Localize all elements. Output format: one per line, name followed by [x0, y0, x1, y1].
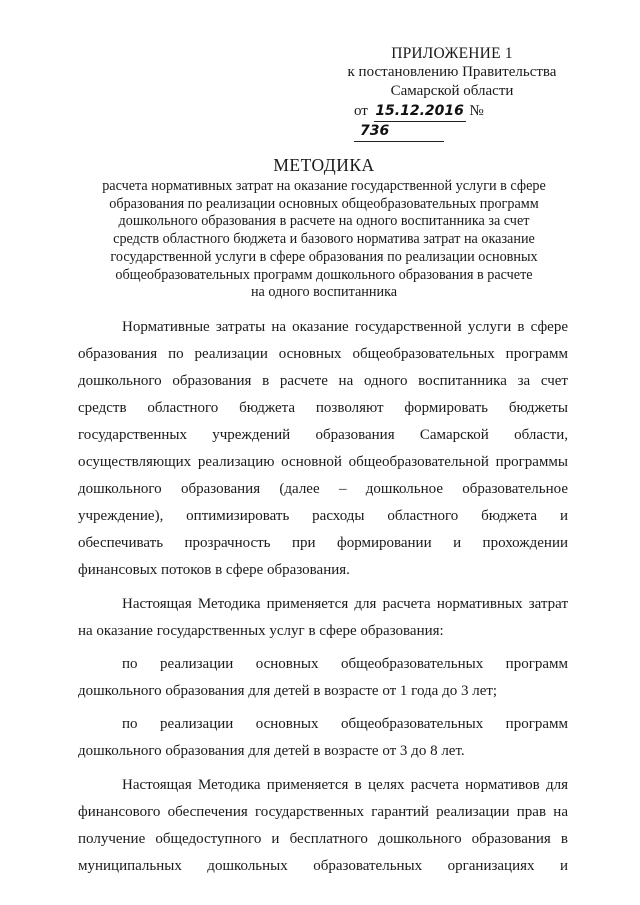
paragraph-line: дошкольного образования для детей в возрасте от 1 года до 3 лет;: [78, 683, 498, 699]
paragraph-line: Нормативные затраты на оказание государственной услуги в сфере: [122, 319, 568, 335]
paragraph-line: муниципальных дошкольных образовательных организациях и: [78, 858, 568, 874]
paragraph-line: по реализации основных общеобразовательных программ: [122, 656, 568, 672]
paragraph-line: средств областного бюджета позволяют формировать бюджеты: [78, 400, 568, 416]
paragraph-line: на оказание государственных услуг в сфере образования:: [78, 623, 444, 639]
number-prefix: №: [469, 103, 484, 119]
date-prefix: от: [354, 103, 368, 119]
paragraph-line: государственных учреждений образования Самарской области,: [78, 427, 568, 443]
document-body: [78, 314, 568, 880]
paragraph-line: финансового обеспечения государственных гарантий реализации прав на: [78, 804, 568, 820]
paragraph-line: Настоящая Методика применяется для расчета нормативных затрат: [122, 596, 568, 612]
paragraph-line: Настоящая Методика применяется в целях расчета нормативов для: [122, 777, 568, 793]
handwritten-date: 15.12.2016: [374, 102, 466, 122]
paragraph-line: дошкольного образования (далее – дошкольное образовательное: [78, 481, 568, 497]
paragraph-line: учреждение), оптимизировать расходы областного бюджета и: [78, 508, 568, 524]
subtitle-line: средств областного бюджета и базового норматива затрат на оказание: [113, 231, 535, 248]
appendix-title: ПРИЛОЖЕНИЕ 1: [391, 45, 513, 62]
subtitle-line: на одного воспитанника: [250, 284, 398, 301]
paragraph-line: образования по реализации основных общеобразовательных программ: [78, 346, 568, 362]
document-subtitle: [74, 178, 574, 302]
paragraph-line: финансовых потоков в сфере образования.: [78, 562, 350, 578]
subtitle-line: дошкольного образования в расчете на одного воспитанника за счет: [118, 213, 530, 230]
subtitle-line: общеобразовательных программ дошкольного образования в расчете: [115, 266, 533, 283]
paragraph-line: дошкольного образования для детей в возрасте от 3 до 8 лет.: [78, 743, 465, 759]
paragraph-line: осуществляющих реализацию основной общеобразовательной программы: [78, 454, 568, 470]
subtitle-line: государственной услуги в сфере образования по реализации основных: [110, 248, 538, 265]
paragraph-line: обеспечивать прозрачность при формировании и прохождении: [78, 535, 568, 551]
handwritten-number: 736: [354, 122, 444, 142]
paragraph-line: получение общедоступного и бесплатного дошкольного образования в: [78, 831, 568, 847]
region-line: Самарской области: [390, 83, 514, 99]
document-title: МЕТОДИКА: [273, 155, 375, 175]
date-number-line: [336, 102, 568, 142]
subtitle-line: расчета нормативных затрат на оказание государственной услуги в сфере: [102, 178, 546, 194]
resolution-line: к постановлению Правительства: [347, 64, 557, 80]
subtitle-line: образования по реализации основных общеобразовательных программ: [109, 195, 539, 212]
appendix-header: [336, 44, 568, 142]
paragraph-line: дошкольного образования в расчете на одного воспитанника за счет: [78, 373, 568, 389]
paragraph-line: по реализации основных общеобразовательных программ: [122, 716, 568, 732]
